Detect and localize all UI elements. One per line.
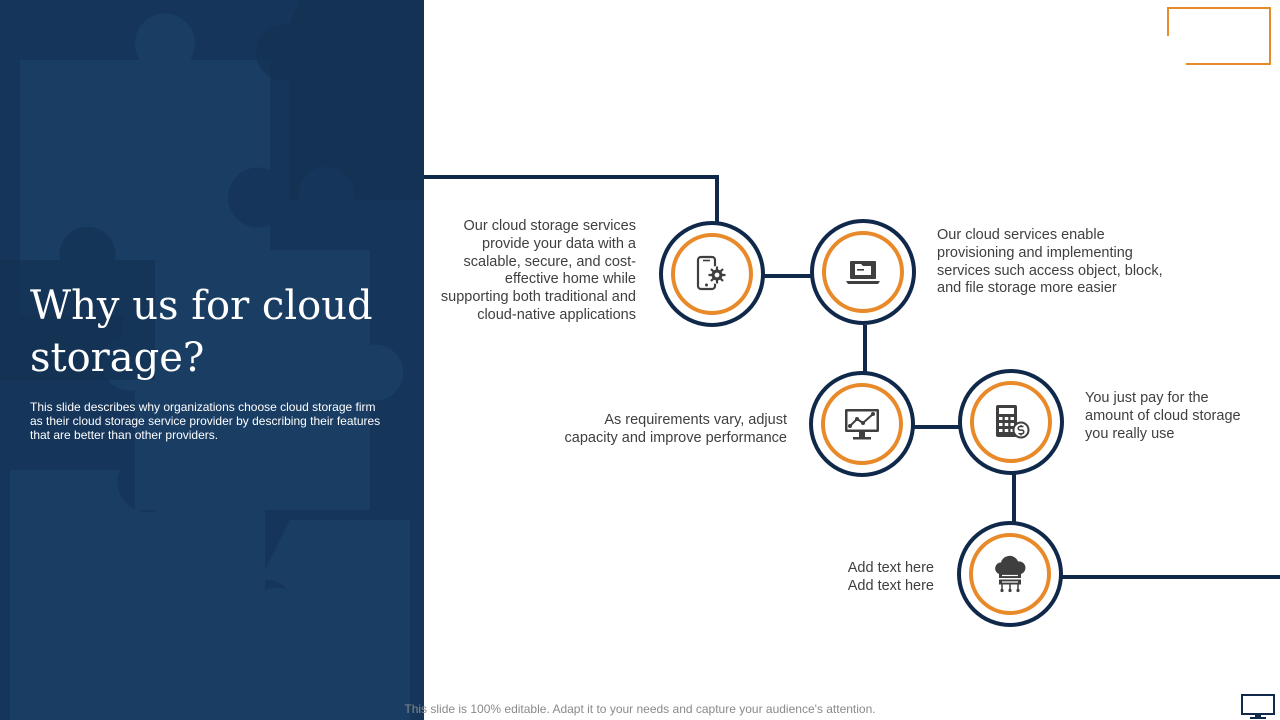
corner-frame-decoration [1166, 6, 1272, 68]
cloud-server-icon [990, 554, 1030, 594]
step-1-text: Our cloud storage services provide your data with a scalable, secure, and cost-effective home while supporting both traditional and cloud-native applications [440, 218, 636, 323]
step-2-text: Our cloud services enable provisioning and implementing services such access object, block, and file storage more easier [937, 227, 1163, 297]
laptop-folder-icon [843, 252, 883, 292]
smartphone-gear-icon [692, 254, 732, 294]
footer-note: This slide is 100% editable. Adapt it to your needs and capture your audience's attention. [404, 702, 876, 716]
step-3-text: As requirements vary, adjust capacity and improve performance [564, 412, 787, 446]
monitor-icon [1240, 693, 1276, 720]
slide-title: Why us for cloud storage? [30, 283, 373, 381]
step-5-text: Add text here Add text here [847, 560, 934, 594]
monitor-chart-icon [842, 404, 882, 444]
slide-description: This slide describes why organizations choose cloud storage firm as their cloud storage service provider by describing their features that are better than other providers. [30, 400, 381, 442]
step-4-text: You just pay for the amount of cloud storage you really use [1085, 390, 1241, 442]
calculator-dollar-icon [991, 402, 1031, 442]
